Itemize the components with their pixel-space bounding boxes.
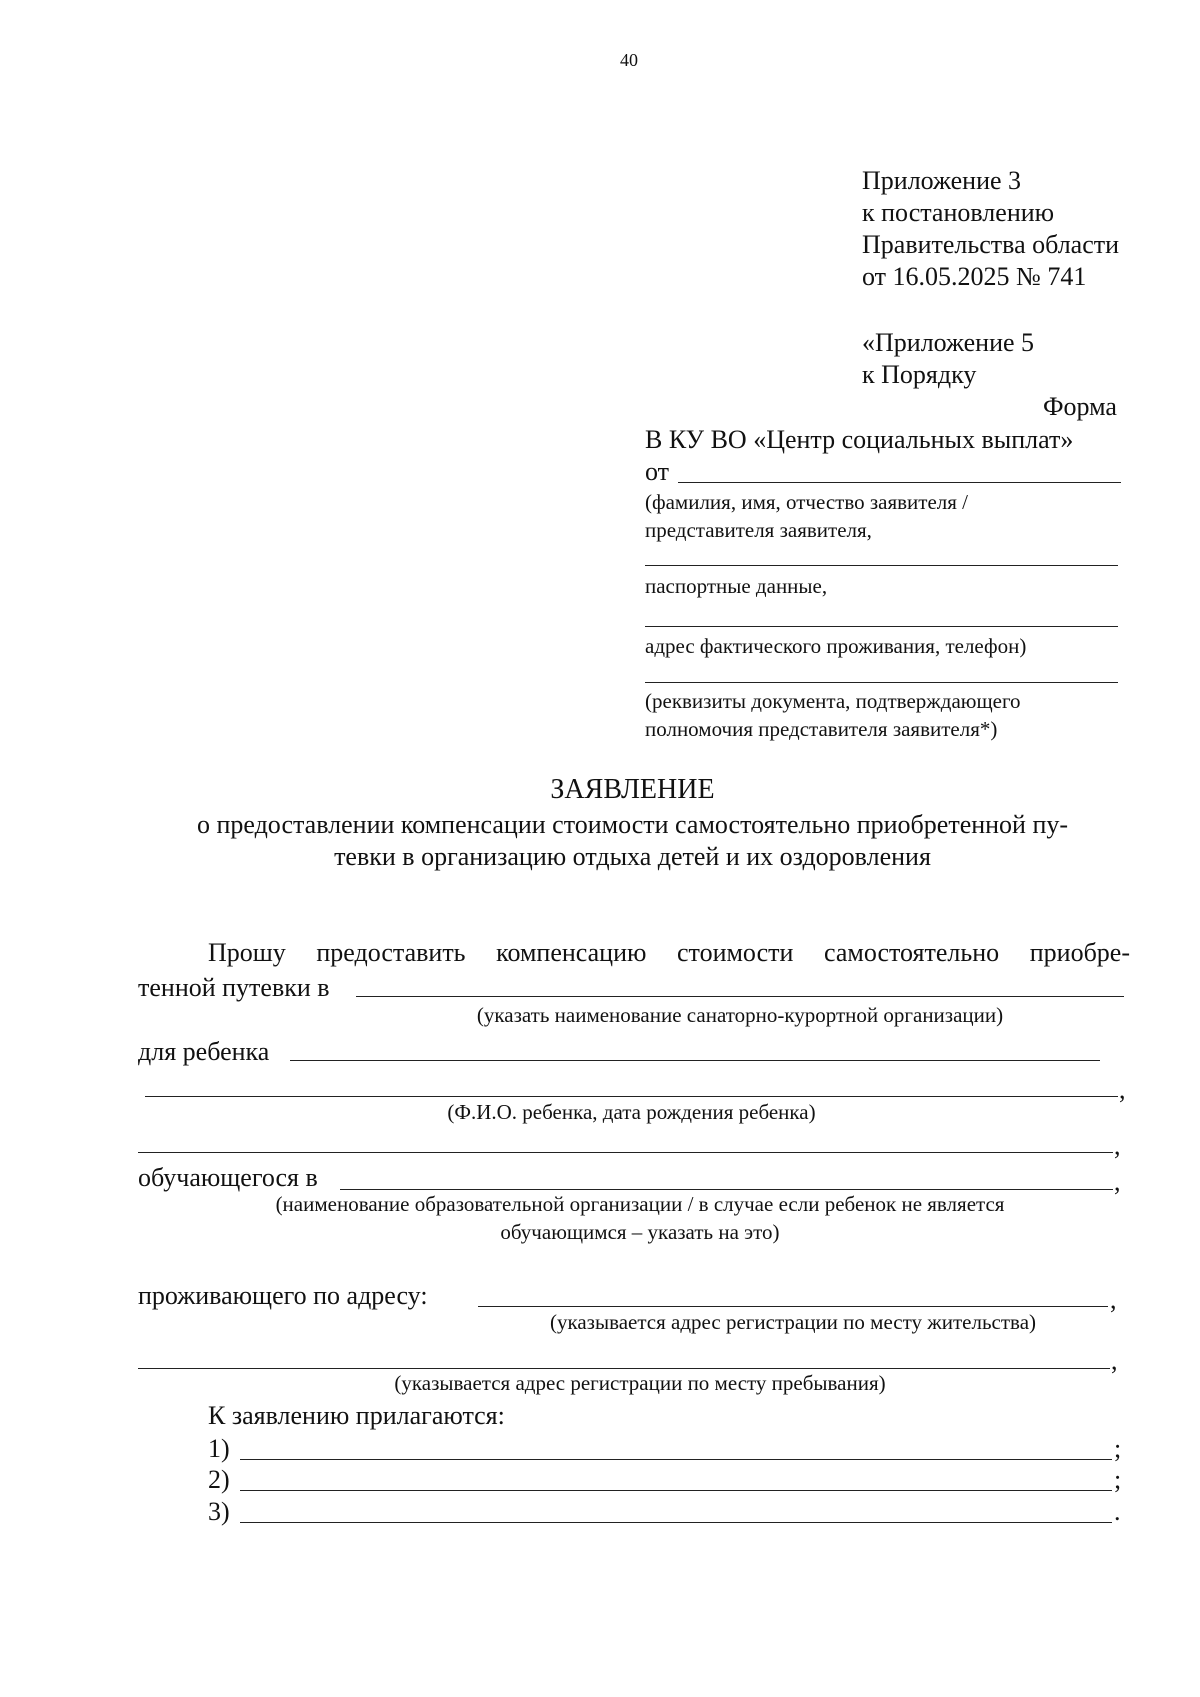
page-number: 40 [620,50,638,70]
attachment-period: . [1114,1497,1121,1526]
hint-organization: (указать наименование санаторно-курортной организации) [476,1003,1004,1027]
stay-comma: , [1111,1346,1118,1375]
attachment-semicolon-2: ; [1114,1465,1122,1494]
document-title: ЗАЯВЛЕНИЕ [550,774,715,805]
hint-name-2: представителя заявителя, [645,518,872,542]
appendix-line-3: Правительства области [862,230,1120,259]
organization-line[interactable] [356,996,1124,997]
appendix2-line-2: к Порядку [862,360,977,389]
attachment-number-2: 2) [208,1465,230,1494]
hint-docs-2: полномочия представителя заявителя*) [645,717,998,741]
child-line-1[interactable] [290,1060,1100,1061]
passport-line[interactable] [645,626,1118,627]
studying-label: обучающегося в [138,1163,318,1192]
addressee-to: В КУ ВО «Центр социальных выплат» [645,425,1074,454]
attachment-number-1: 1) [208,1434,230,1463]
addressee-from: от [645,457,670,486]
address-line[interactable] [645,682,1118,683]
attachment-line-3[interactable] [240,1522,1112,1523]
residence-line[interactable] [478,1306,1108,1307]
attachment-line-2[interactable] [240,1490,1112,1491]
stay-line[interactable] [138,1368,1110,1369]
hint-child: (Ф.И.О. ребенка, дата рождения ребенка) [447,1100,816,1124]
appendix-line-2: к постановлению [862,198,1055,227]
for-child-label: для ребенка [138,1037,270,1066]
child-comma-2: , [1114,1131,1121,1160]
hint-school-2: обучающимся – указать на это) [500,1220,780,1244]
request-paragraph-line-2: тенной путевки в [138,973,330,1002]
name-line[interactable] [645,565,1118,566]
document-subtitle-1: о предоставлении компенсации стоимости самостоятельно приобретенной пу- [196,810,1069,839]
hint-address: адрес фактического проживания, телефон) [645,634,1027,658]
attachments-label: К заявлению прилагаются: [208,1401,505,1430]
school-line[interactable] [340,1189,1113,1190]
appendix2-line-1: «Приложение 5 [862,328,1035,357]
hint-registration-stay: (указывается адрес регистрации по месту пребывания) [394,1371,886,1395]
hint-registration-residence: (указывается адрес регистрации по месту жительства) [549,1310,1037,1334]
from-line[interactable] [678,482,1121,483]
residence-comma: , [1110,1285,1117,1314]
attachment-line-1[interactable] [240,1459,1112,1460]
document-subtitle-2: тевки в организацию отдыха детей и их оздоровления [334,842,931,871]
hint-passport: паспортные данные, [645,574,828,598]
attachment-number-3: 3) [208,1497,230,1526]
residing-label: проживающего по адресу: [138,1281,428,1310]
child-line-2[interactable] [145,1096,1118,1097]
attachment-semicolon-1: ; [1114,1434,1122,1463]
school-comma: , [1114,1167,1121,1196]
child-line-3[interactable] [138,1152,1113,1153]
hint-school-1: (наименование образовательной организации / в случае если ребенок не является [275,1192,1005,1216]
form-label: Форма [1043,392,1117,421]
request-paragraph-line-1: Прошу предоставить компенсацию стоимости самостоятельно приобре- [208,938,1130,967]
appendix-line-1: Приложение 3 [862,166,1022,195]
appendix-line-4: от 16.05.2025 № 741 [862,262,1087,291]
hint-docs-1: (реквизиты документа, подтверждающего [645,689,1021,713]
hint-name-1: (фамилия, имя, отчество заявителя / [645,490,968,514]
child-comma-1: , [1119,1075,1126,1104]
